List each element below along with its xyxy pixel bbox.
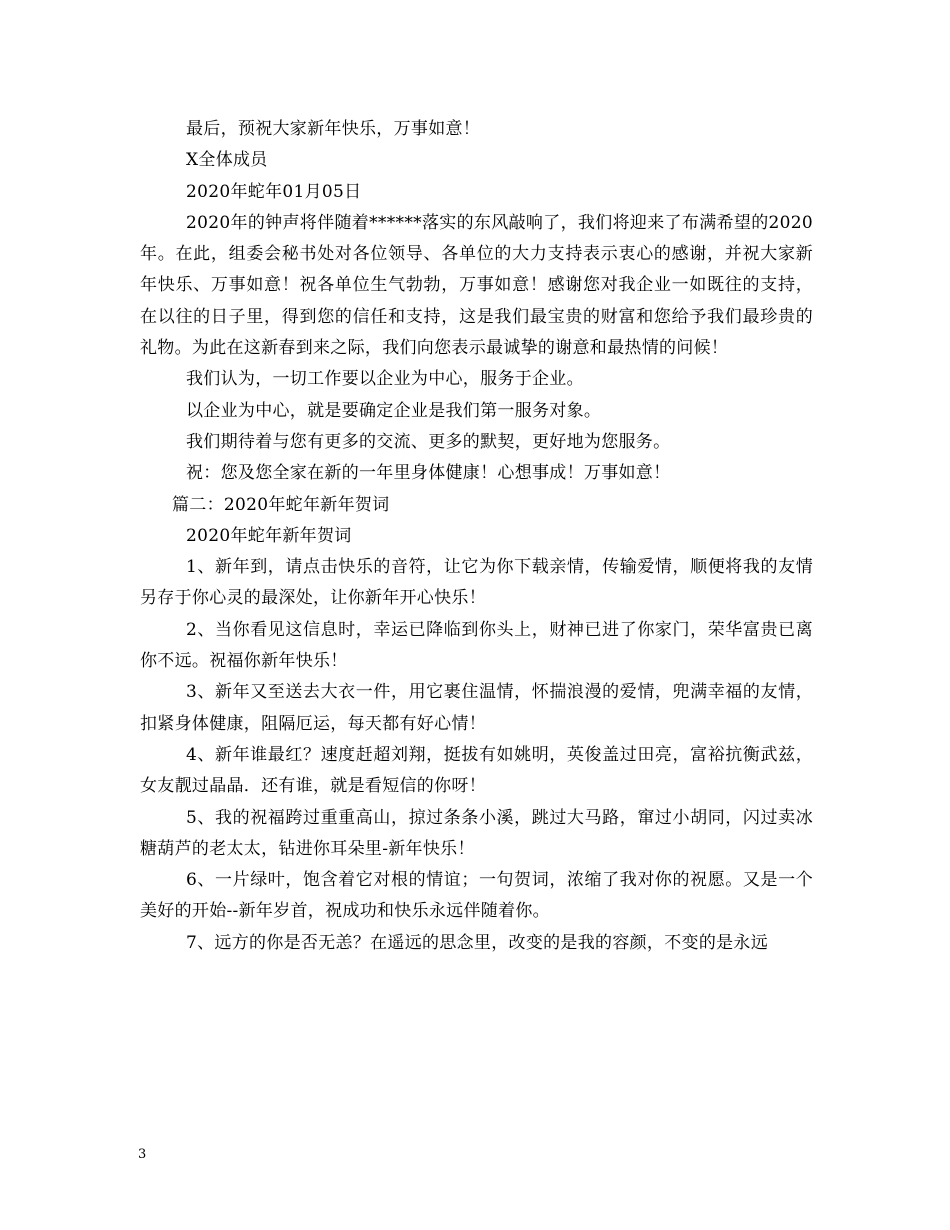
section-title: 2020年蛇年新年贺词: [186, 525, 352, 546]
page-number: 3: [138, 1147, 147, 1162]
closing-wish: 最后，预祝大家新年快乐，万事如意！: [186, 119, 481, 139]
greeting-item: 3、新年又至送去大衣一件，用它裹住温情，怀揣浪漫的爱情，兜满幸福的友情，扣紧身体健康，阻隔厄运，每天都有好心情！: [140, 682, 813, 734]
greeting-item: 7、远方的你是否无恙？在遥远的思念里，改变的是我的容颜，不变的是永远: [186, 932, 769, 953]
greeting-item: 5、我的祝福跨过重重高山，掠过条条小溪，跳过大马路，窜过小胡同，闪过卖冰糖葫芦的老太太，钻进你耳朵里-新年快乐！: [140, 807, 813, 859]
greeting-item: 2、当你看见这信息时，幸运已降临到你头上，财神已进了你家门，荣华富贵已离你不远。祝福你新年快乐！: [140, 619, 813, 672]
body-paragraph: 以企业为中心，就是要确定企业是我们第一服务对象。: [186, 400, 602, 421]
body-paragraph: 我们认为，一切工作要以企业为中心，服务于企业。: [186, 369, 584, 390]
date-line: 2020年蛇年01月05日: [186, 181, 362, 202]
body-paragraph: 我们期待着与您有更多的交流、更多的默契，更好地为您服务。: [186, 431, 671, 452]
section-heading: 篇二：2020年蛇年新年贺词: [172, 494, 390, 515]
document-body: [140, 114, 813, 959]
greeting-item: 6、一片绿叶，饱含着它对根的情谊；一句贺词，浓缩了我对你的祝愿。又是一个美好的开始--新年岁首，祝成功和快乐永远伴随着你。: [140, 870, 813, 922]
body-paragraph: 2020年的钟声将伴随着******落实的东风敲响了，我们将迎来了布满希望的2020年。在此，组委会秘书处对各位领导、各单位的大力支持表示衷心的感谢，并祝大家新年快乐、万事如意！祝各单位生气勃勃，万事如意！感谢您对我企业一如既往的支持，在以往的日子里，得到您的信任和支持，这是我们最宝贵的财富和您给予我们最珍贵的礼物。为此在这新春到来之际，我们向您表示最诚挚的谢意和最热情的问候！: [140, 212, 813, 359]
greeting-item: 4、新年谁最红？速度赶超刘翔，挺拔有如姚明，英俊盖过田亮，富裕抗衡武兹，女友靓过晶晶．还有谁，就是看短信的你呀！: [140, 744, 813, 797]
blessing-line: 祝：您及您全家在新的一年里身体健康！心想事成！万事如意！: [186, 463, 671, 484]
signature-line: X全体成员: [186, 150, 268, 171]
greeting-item: 1、新年到，请点击快乐的音符，让它为你下载亲情，传输爱情，顺便将我的友情另存于你心灵的最深处，让你新年开心快乐！: [140, 557, 813, 609]
